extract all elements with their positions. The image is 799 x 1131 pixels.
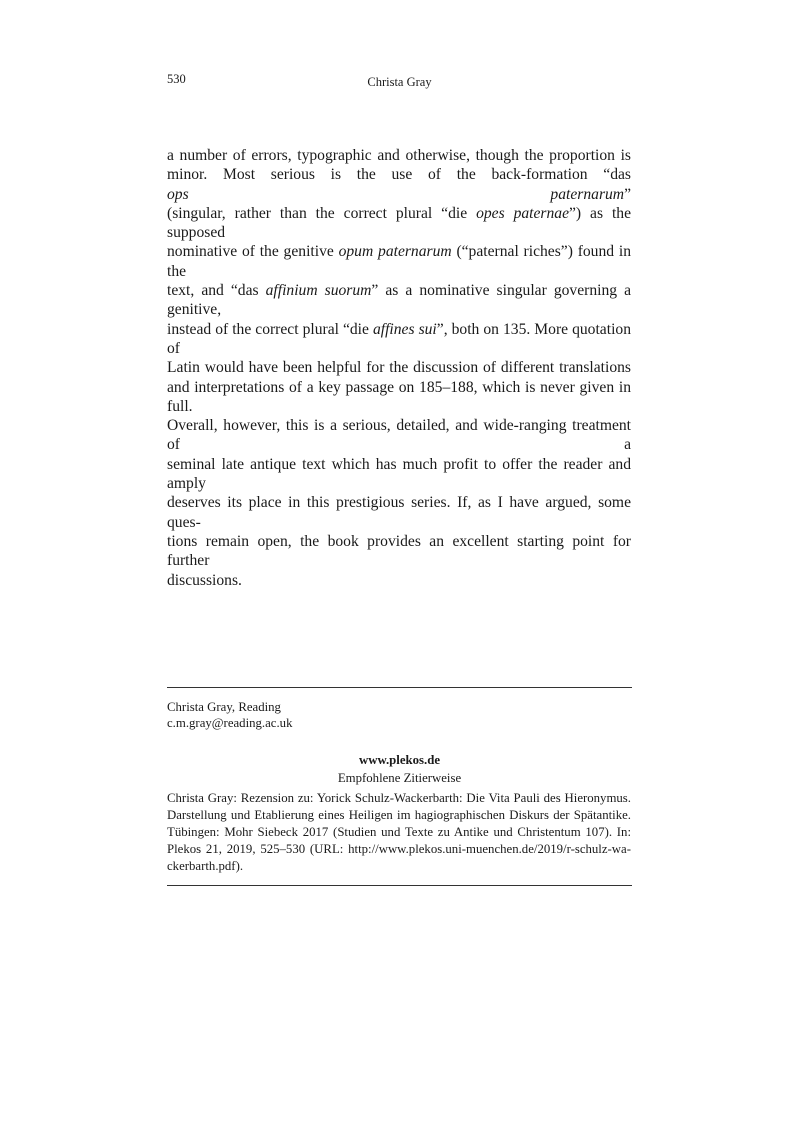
- text-segment: Latin would have been helpful for the discussion of different translations: [167, 359, 631, 377]
- author-affiliation: Christa Gray, Reading: [167, 700, 281, 714]
- text-line: [167, 358, 631, 377]
- text-segment: deserves its place in this prestigious series. If, as I have argued, some ques-: [167, 494, 631, 531]
- text-segment: and interpretations of a key passage on 185–188, which is never given in full.: [167, 378, 631, 415]
- latin-term: ops paternarum: [167, 185, 625, 203]
- text-segment: (“paternal riches”) found in the: [167, 243, 631, 280]
- text-segment: tions remain open, the book provides an excellent starting point for further: [167, 532, 631, 570]
- text-line: [167, 204, 631, 243]
- text-segment: seminal late antique text which has much profit to offer the reader and amply: [167, 455, 631, 493]
- running-head: Christa Gray: [367, 75, 432, 89]
- body-paragraph: [167, 146, 631, 590]
- text-line: [167, 493, 631, 532]
- text-line: [167, 571, 631, 590]
- text-line: [167, 455, 631, 494]
- text-segment: ”) as the supposed: [167, 204, 632, 242]
- text-segment: a number of errors, typographic and otherwise, though the proportion is: [167, 147, 631, 164]
- text-line: [167, 281, 631, 320]
- citation-heading: Empfohlene Zitierweise: [337, 771, 462, 785]
- text-segment: instead of the correct plural “die: [167, 320, 373, 338]
- text-line: [167, 165, 631, 204]
- text-segment: (singular, rather than the correct plural “die: [167, 204, 477, 222]
- page-number: 530: [167, 72, 186, 86]
- text-line: [167, 320, 631, 359]
- text-segment: ”, both on 135. More quotation of: [167, 320, 631, 357]
- text-line: [167, 532, 631, 571]
- text-line: [167, 416, 631, 455]
- citation-text: [167, 790, 631, 875]
- footer-rule-top: [167, 687, 632, 688]
- author-email[interactable]: c.m.gray@reading.ac.uk: [167, 716, 293, 730]
- citation-line: Tübingen: Mohr Siebeck 2017 (Studien und Texte zu Antike und Christentum 107). In:: [167, 825, 631, 839]
- site-link[interactable]: www.plekos.de: [358, 753, 441, 767]
- text-segment: discussions.: [167, 571, 242, 589]
- text-line: [167, 242, 631, 281]
- latin-term: opum paternarum: [338, 243, 452, 261]
- latin-term: affinium suorum: [265, 282, 372, 300]
- text-segment: text, and “das: [167, 282, 266, 300]
- citation-line: ckerbarth.pdf).: [167, 859, 244, 873]
- text-segment: ” as a nominative singular governing a genitive,: [167, 282, 631, 319]
- latin-term: affines sui: [372, 320, 437, 338]
- text-segment: ”: [624, 185, 631, 203]
- author-block: [167, 699, 292, 731]
- text-segment: Overall, however, this is a serious, detailed, and wide-ranging treatment of a: [167, 417, 631, 454]
- text-segment: minor. Most serious is the use of the back-formation “das: [167, 166, 631, 184]
- citation-line: Plekos 21, 2019, 525–530 (URL: http://www.plekos.uni-muenchen.de/2019/r-schulz-wa-: [167, 842, 631, 856]
- citation-line: Christa Gray: Rezension zu: Yorick Schulz-Wackerbarth: Die Vita Pauli des Hieronymus.: [167, 791, 631, 805]
- text-segment: nominative of the genitive: [167, 243, 339, 261]
- citation-line: Darstellung und Etablierung eines Heiligen im hagiographischen Diskurs der Spätantike.: [167, 808, 631, 822]
- text-line: [167, 146, 631, 165]
- footer-rule-bottom: [167, 885, 632, 886]
- text-line: [167, 378, 631, 417]
- latin-term: opes paternae: [476, 204, 570, 222]
